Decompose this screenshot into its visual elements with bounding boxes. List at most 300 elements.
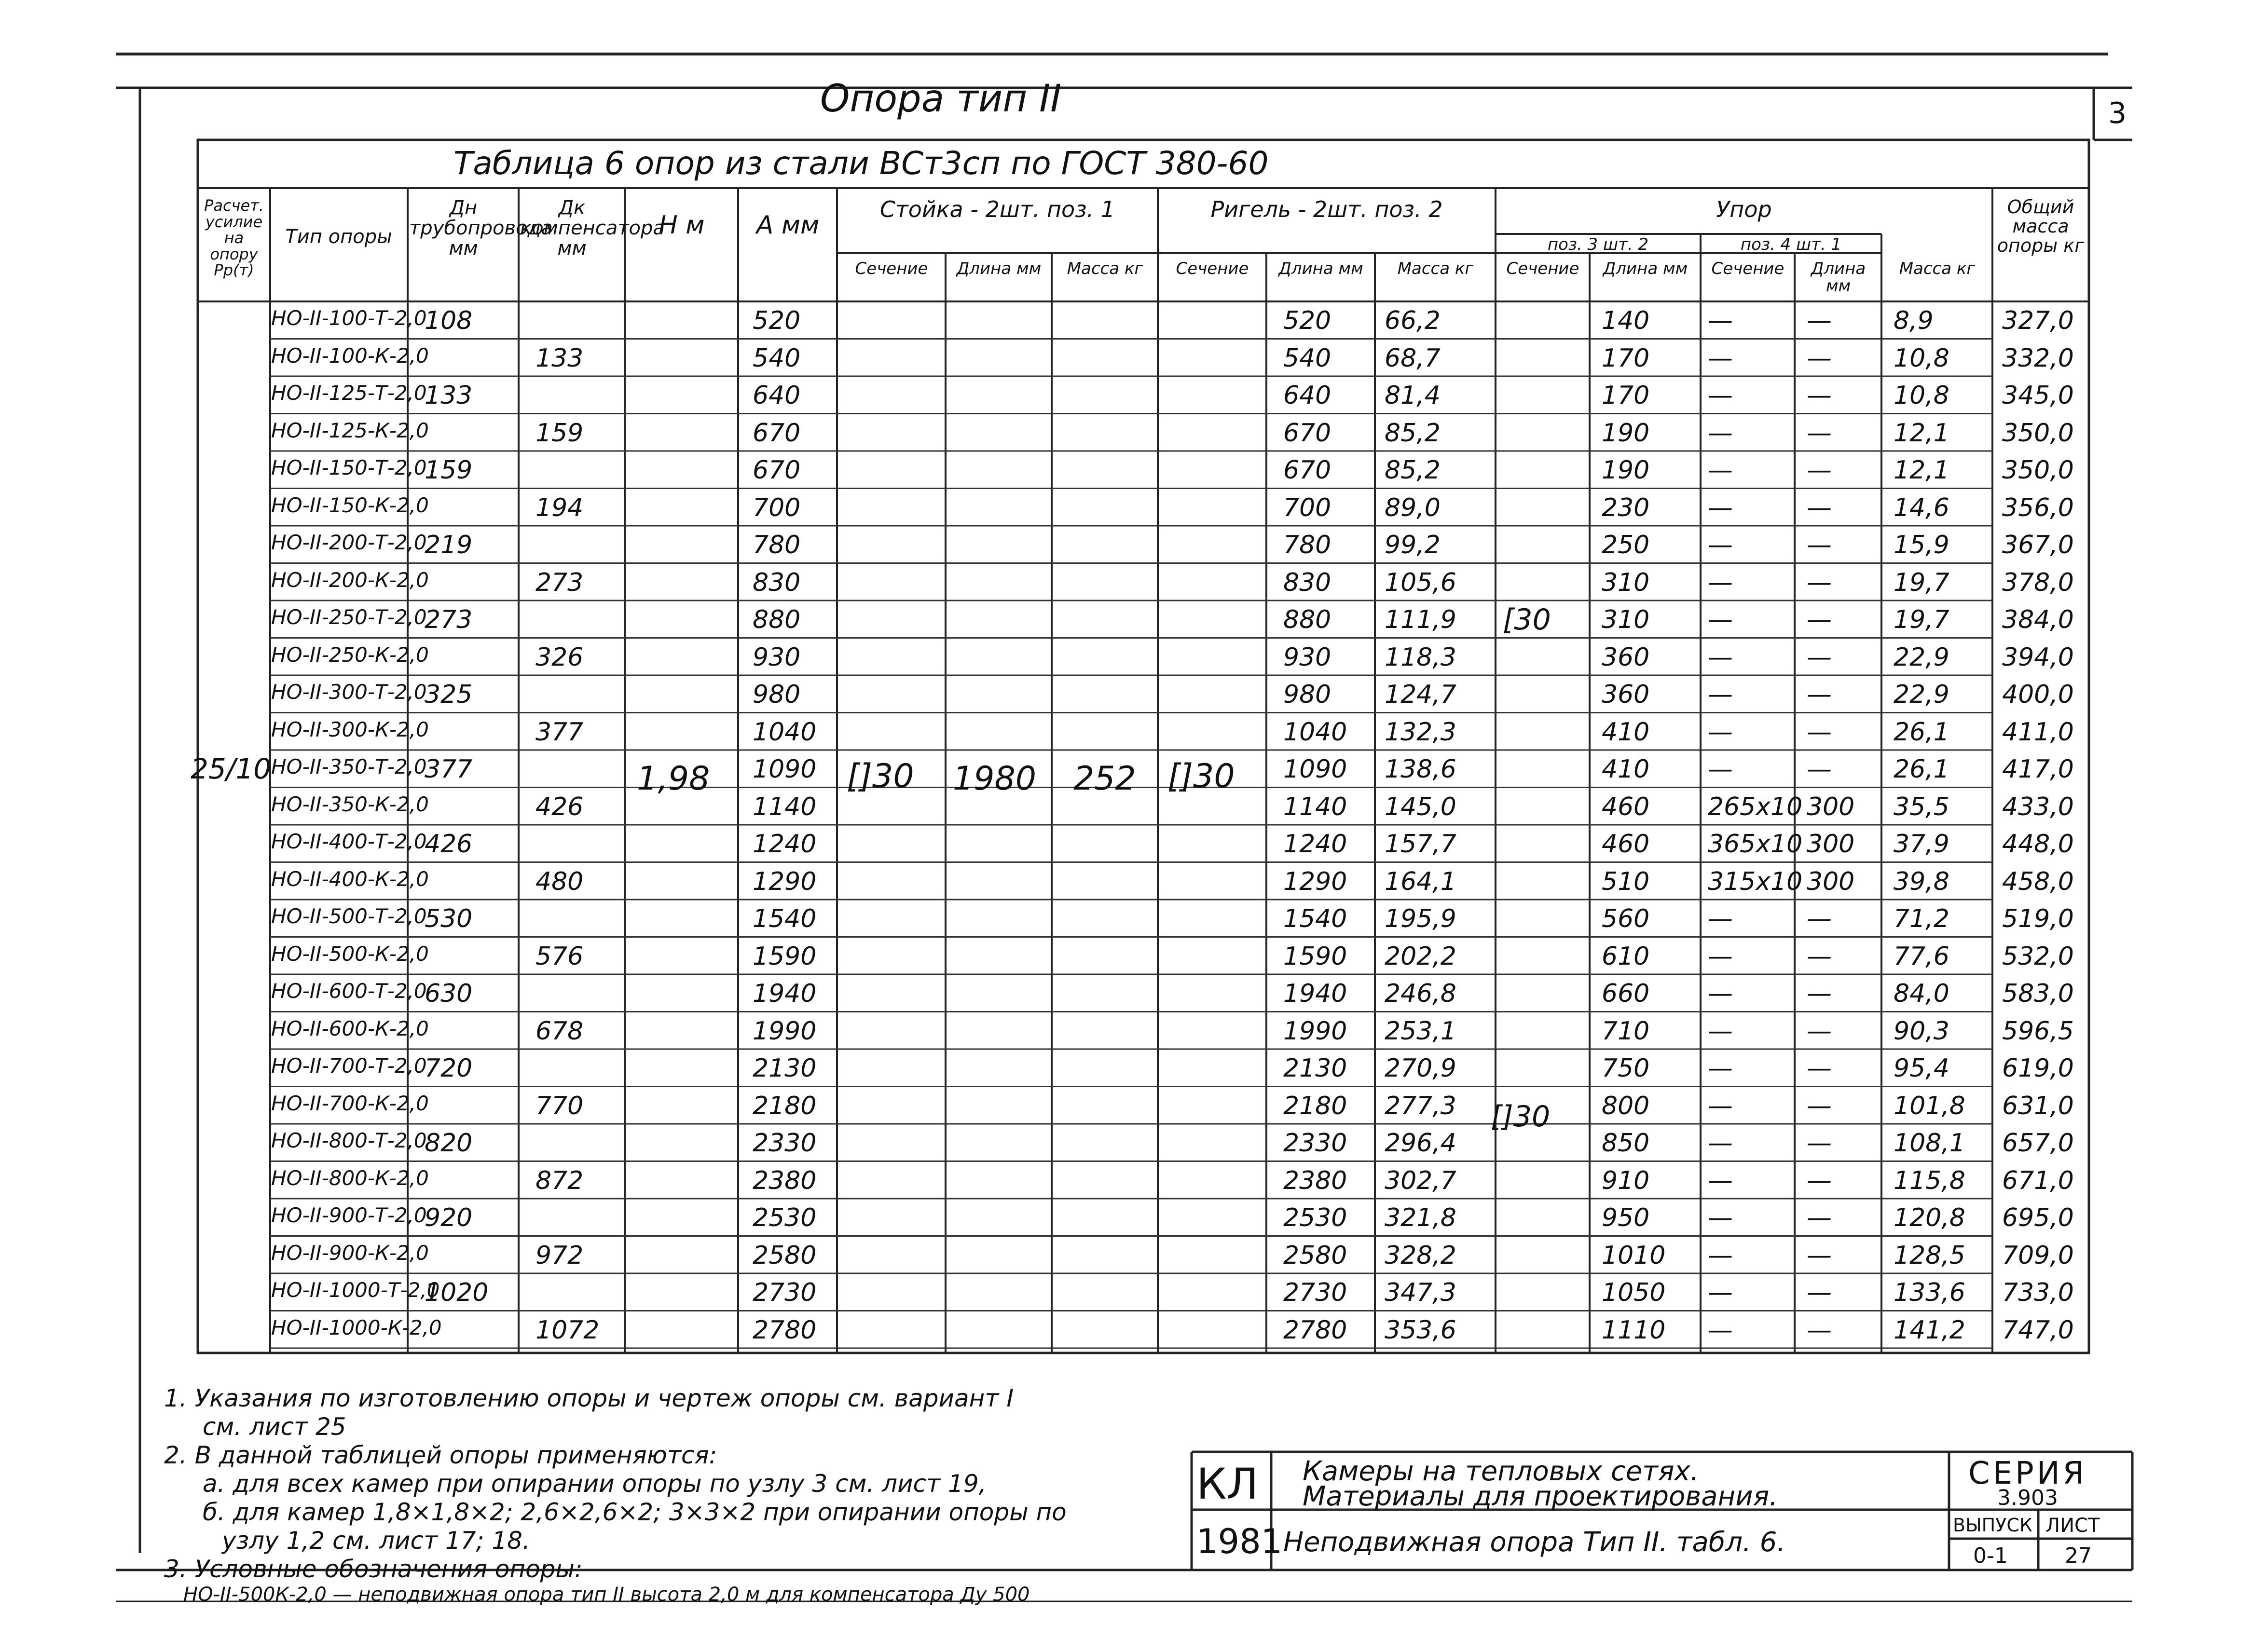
cell-a: 1090 — [753, 755, 817, 784]
cell-total-mass: 657,0 — [2002, 1129, 2074, 1158]
cell-dn: 426 — [425, 830, 473, 859]
cell-upor-mass: 12,1 — [1894, 418, 1949, 448]
cell-upor4-section: — — [1708, 1054, 1733, 1083]
cell-upor-mass: 14,6 — [1894, 493, 1949, 522]
cell-upor4-length: — — [1807, 343, 1832, 373]
cell-upor4-length: 300 — [1807, 792, 1855, 821]
cell-upor4-section: — — [1708, 531, 1733, 560]
cell-type: НО-II-300-К-2,0 — [271, 717, 429, 741]
cell-rigel-mass: 277,3 — [1385, 1091, 1456, 1120]
header-rigel-length: Длина мм — [1278, 259, 1363, 278]
cell-rigel-length: 2330 — [1283, 1129, 1347, 1158]
cell-rigel-length: 2380 — [1283, 1166, 1347, 1195]
cell-upor4-section: — — [1708, 493, 1733, 522]
header-type: Тип опоры — [285, 226, 392, 248]
cell-rigel-length: 670 — [1283, 456, 1331, 485]
cell-a: 2780 — [753, 1315, 817, 1345]
cell-upor3-length: 360 — [1602, 680, 1650, 709]
cell-upor-mass: 39,8 — [1894, 867, 1949, 896]
cell-total-mass: 733,0 — [2002, 1278, 2074, 1307]
cell-rigel-mass: 246,8 — [1385, 979, 1456, 1008]
cell-rigel-mass: 99,2 — [1385, 531, 1441, 560]
header-total-mass: Общий масса опоры кг — [1997, 196, 2085, 256]
cell-total-mass: 695,0 — [2002, 1203, 2074, 1232]
cell-upor4-length: — — [1807, 1315, 1832, 1345]
cell-type: НО-II-600-К-2,0 — [271, 1016, 429, 1040]
cell-upor3-length: 360 — [1602, 642, 1650, 672]
cell-upor-mass: 120,8 — [1894, 1203, 1965, 1232]
header-upor3-section: Сечение — [1506, 259, 1579, 278]
cell-type: НО-II-100-Т-2,0 — [271, 306, 427, 330]
header-stoika: Стойка - 2шт. поз. 1 — [879, 196, 1115, 222]
cell-total-mass: 671,0 — [2002, 1166, 2074, 1195]
cell-upor-mass: 115,8 — [1894, 1166, 1965, 1195]
force-value: 25/10 — [191, 752, 272, 785]
cell-rigel-mass: 157,7 — [1385, 830, 1456, 859]
cell-type: НО-II-500-Т-2,0 — [271, 904, 427, 928]
header-stoika-mass: Масса кг — [1067, 259, 1143, 278]
header-force: Расчет. усилие на опору Рр(т) — [204, 196, 264, 280]
cell-total-mass: 332,0 — [2002, 343, 2074, 373]
cell-rigel-length: 670 — [1283, 418, 1331, 448]
cell-upor4-section: 265х10 — [1708, 792, 1803, 821]
cell-upor3-length: 410 — [1602, 755, 1650, 784]
header-upor3-length: Длина мм — [1603, 259, 1688, 278]
cell-total-mass: 583,0 — [2002, 979, 2074, 1008]
cell-rigel-mass: 89,0 — [1385, 493, 1441, 522]
cell-total-mass: 384,0 — [2002, 605, 2074, 634]
cell-rigel-mass: 302,7 — [1385, 1166, 1456, 1195]
cell-dn: 920 — [425, 1203, 473, 1232]
header-rigel: Ригель - 2шт. поз. 2 — [1210, 196, 1443, 222]
upor-section-top-value: [30 — [1503, 603, 1551, 637]
cell-a: 520 — [753, 306, 801, 335]
cell-rigel-mass: 270,9 — [1385, 1054, 1456, 1083]
cell-upor3-length: 750 — [1602, 1054, 1650, 1083]
cell-upor4-length: — — [1807, 717, 1832, 747]
cell-a: 2380 — [753, 1166, 817, 1195]
cell-a: 830 — [753, 568, 801, 597]
cell-upor4-length: — — [1807, 979, 1832, 1008]
cell-type: НО-II-1000-К-2,0 — [271, 1315, 442, 1339]
cell-total-mass: 747,0 — [2002, 1315, 2074, 1345]
cell-dn: 133 — [425, 381, 473, 410]
cell-total-mass: 619,0 — [2002, 1054, 2074, 1083]
cell-a: 2530 — [753, 1203, 817, 1232]
cell-rigel-mass: 138,6 — [1385, 755, 1456, 784]
cell-upor-mass: 12,1 — [1894, 456, 1949, 485]
cell-rigel-mass: 321,8 — [1385, 1203, 1456, 1232]
cell-a: 780 — [753, 531, 801, 560]
cell-upor-mass: 37,9 — [1894, 830, 1949, 859]
cell-type: НО-II-600-Т-2,0 — [271, 979, 427, 1003]
cell-upor3-length: 310 — [1602, 568, 1650, 597]
cell-upor4-length: — — [1807, 1166, 1832, 1195]
cell-a: 670 — [753, 418, 801, 448]
cell-dk: 133 — [535, 343, 584, 373]
header-a: А мм — [756, 211, 820, 240]
cell-dk: 159 — [535, 418, 584, 448]
cell-type: НО-II-250-Т-2,0 — [271, 605, 427, 629]
cell-a: 1240 — [753, 830, 817, 859]
cell-upor-mass: 128,5 — [1894, 1241, 1965, 1270]
header-upor-mass: Масса кг — [1899, 259, 1976, 278]
cell-total-mass: 448,0 — [2002, 830, 2074, 859]
header-dk: Дк компенсатора мм — [520, 197, 665, 259]
cell-a: 2330 — [753, 1129, 817, 1158]
cell-total-mass: 709,0 — [2002, 1241, 2074, 1270]
cell-upor4-section: — — [1708, 418, 1733, 448]
cell-dn: 530 — [425, 904, 473, 933]
cell-rigel-mass: 296,4 — [1385, 1129, 1456, 1158]
rigel-section-value: []30 — [1167, 757, 1235, 795]
cell-dn: 720 — [425, 1054, 473, 1083]
cell-upor3-length: 460 — [1602, 792, 1650, 821]
cell-rigel-mass: 202,2 — [1385, 942, 1456, 971]
cell-upor3-length: 310 — [1602, 605, 1650, 634]
stamp-org: КЛ — [1196, 1459, 1259, 1509]
cell-total-mass: 378,0 — [2002, 568, 2074, 597]
cell-type: НО-II-125-Т-2,0 — [271, 381, 427, 405]
cell-dn: 273 — [425, 605, 473, 634]
cell-a: 1040 — [753, 717, 817, 747]
cell-rigel-length: 2580 — [1283, 1241, 1347, 1270]
cell-rigel-mass: 85,2 — [1385, 418, 1441, 448]
cell-total-mass: 400,0 — [2002, 680, 2074, 709]
table-title: Таблица 6 опор из стали ВСт3сп по ГОСТ 380-60 — [453, 145, 1269, 182]
cell-dk: 326 — [535, 642, 584, 672]
cell-upor4-section: — — [1708, 642, 1733, 672]
cell-a: 2580 — [753, 1241, 817, 1270]
cell-upor-mass: 95,4 — [1894, 1054, 1949, 1083]
cell-upor4-section: — — [1708, 680, 1733, 709]
cell-upor4-length: — — [1807, 1129, 1832, 1158]
stamp-desc-line2: Материалы для проектирования. — [1303, 1481, 1778, 1512]
note-line: а. для всех камер при опирании опоры по узлу 3 см. лист 19, — [203, 1470, 987, 1498]
cell-upor3-length: 190 — [1602, 456, 1650, 485]
cell-upor3-length: 250 — [1602, 531, 1650, 560]
cell-upor4-section: 315х10 — [1708, 867, 1803, 896]
cell-total-mass: 350,0 — [2002, 456, 2074, 485]
cell-upor4-length: — — [1807, 568, 1832, 597]
cell-a: 1590 — [753, 942, 817, 971]
stamp-list-label: ЛИСТ — [2045, 1515, 2100, 1537]
cell-dk: 480 — [535, 867, 584, 896]
note-line: 1. Указания по изготовлению опоры и чертеж опоры см. вариант I — [164, 1384, 1014, 1412]
cell-rigel-mass: 85,2 — [1385, 456, 1441, 485]
cell-a: 1940 — [753, 979, 817, 1008]
cell-upor3-length: 170 — [1602, 343, 1650, 373]
cell-dk: 1072 — [535, 1315, 600, 1345]
cell-upor3-length: 460 — [1602, 830, 1650, 859]
cell-rigel-mass: 118,3 — [1385, 642, 1456, 672]
cell-total-mass: 458,0 — [2002, 867, 2074, 896]
cell-rigel-length: 540 — [1283, 343, 1331, 373]
cell-rigel-length: 1990 — [1283, 1016, 1347, 1046]
cell-upor-mass: 26,1 — [1894, 755, 1949, 784]
cell-rigel-mass: 164,1 — [1385, 867, 1456, 896]
cell-type: НО-II-100-К-2,0 — [271, 343, 429, 368]
cell-type: НО-II-1000-Т-2,0 — [271, 1278, 440, 1302]
cell-upor3-length: 410 — [1602, 717, 1650, 747]
header-upor-pos4: поз. 4 шт. 1 — [1740, 235, 1842, 254]
cell-upor-mass: 15,9 — [1894, 531, 1949, 560]
cell-upor-mass: 77,6 — [1894, 942, 1949, 971]
cell-upor4-length: — — [1807, 531, 1832, 560]
sheet-number: 3 — [2108, 96, 2127, 130]
cell-type: НО-II-800-К-2,0 — [271, 1166, 429, 1190]
cell-dn: 377 — [425, 755, 473, 784]
note-line: см. лист 25 — [203, 1413, 346, 1441]
cell-total-mass: 519,0 — [2002, 904, 2074, 933]
cell-rigel-length: 780 — [1283, 531, 1331, 560]
cell-rigel-length: 1140 — [1283, 792, 1347, 821]
cell-upor4-section: — — [1708, 1203, 1733, 1232]
cell-upor-mass: 26,1 — [1894, 717, 1949, 747]
cell-upor-mass: 10,8 — [1894, 381, 1949, 410]
cell-a: 2130 — [753, 1054, 817, 1083]
cell-upor4-length: — — [1807, 306, 1832, 335]
cell-rigel-length: 1940 — [1283, 979, 1347, 1008]
header-dn: Дн трубопровода мм — [409, 197, 553, 259]
cell-upor3-length: 560 — [1602, 904, 1650, 933]
cell-type: НО-II-350-К-2,0 — [271, 792, 429, 816]
header-h: H м — [659, 211, 705, 240]
cell-upor3-length: 140 — [1602, 306, 1650, 335]
cell-type: НО-II-500-К-2,0 — [271, 942, 429, 966]
cell-upor4-section: 365х10 — [1708, 830, 1803, 859]
cell-upor-mass: 141,2 — [1894, 1315, 1965, 1345]
cell-upor4-length: — — [1807, 1016, 1832, 1046]
cell-a: 640 — [753, 381, 801, 410]
cell-a: 700 — [753, 493, 801, 522]
header-upor4-section: Сечение — [1711, 259, 1784, 278]
cell-rigel-length: 830 — [1283, 568, 1331, 597]
cell-type: НО-II-350-Т-2,0 — [271, 755, 427, 778]
cell-rigel-length: 640 — [1283, 381, 1331, 410]
cell-upor4-length: — — [1807, 942, 1832, 971]
header-stoika-section: Сечение — [855, 259, 928, 278]
cell-rigel-length: 2730 — [1283, 1278, 1347, 1307]
cell-upor4-length: — — [1807, 493, 1832, 522]
cell-type: НО-II-200-К-2,0 — [271, 568, 429, 592]
cell-upor4-length: — — [1807, 1278, 1832, 1307]
cell-upor3-length: 910 — [1602, 1166, 1650, 1195]
cell-rigel-length: 2130 — [1283, 1054, 1347, 1083]
cell-upor3-length: 710 — [1602, 1016, 1650, 1046]
cell-upor-mass: 90,3 — [1894, 1016, 1949, 1046]
cell-a: 540 — [753, 343, 801, 373]
stamp-seria-label: СЕРИЯ — [1968, 1456, 2087, 1491]
cell-upor4-section: — — [1708, 1278, 1733, 1307]
cell-type: НО-II-300-Т-2,0 — [271, 680, 427, 704]
cell-upor4-section: — — [1708, 717, 1733, 747]
cell-upor3-length: 190 — [1602, 418, 1650, 448]
cell-dk: 872 — [535, 1166, 584, 1195]
cell-type: НО-II-400-Т-2,0 — [271, 830, 427, 853]
cell-type: НО-II-200-Т-2,0 — [271, 531, 427, 554]
cell-dk: 194 — [535, 493, 584, 522]
cell-dn: 1020 — [425, 1278, 489, 1307]
cell-upor4-length: — — [1807, 1203, 1832, 1232]
cell-upor-mass: 22,9 — [1894, 680, 1949, 709]
header-stoika-length: Длина мм — [956, 259, 1042, 278]
cell-upor-mass: 22,9 — [1894, 642, 1949, 672]
cell-upor-mass: 101,8 — [1894, 1091, 1965, 1120]
cell-rigel-length: 2530 — [1283, 1203, 1347, 1232]
cell-upor4-section: — — [1708, 979, 1733, 1008]
cell-upor4-section: — — [1708, 1129, 1733, 1158]
cell-total-mass: 411,0 — [2002, 717, 2074, 747]
stamp-desc-line3: Неподвижная опора Тип II. табл. 6. — [1283, 1527, 1786, 1558]
cell-upor4-length: — — [1807, 418, 1832, 448]
cell-a: 1540 — [753, 904, 817, 933]
cell-upor3-length: 510 — [1602, 867, 1650, 896]
cell-upor4-section: — — [1708, 306, 1733, 335]
header-upor4-length: Длина мм — [1811, 259, 1866, 296]
cell-upor4-length: — — [1807, 1054, 1832, 1083]
cell-dk: 972 — [535, 1241, 584, 1270]
cell-upor4-section: — — [1708, 456, 1733, 485]
stoika-section-value: []30 — [847, 757, 914, 795]
cell-a: 880 — [753, 605, 801, 634]
cell-rigel-mass: 347,3 — [1385, 1278, 1456, 1307]
cell-rigel-length: 930 — [1283, 642, 1331, 672]
note-line: 3. Условные обозначения опоры: — [164, 1555, 583, 1583]
cell-total-mass: 417,0 — [2002, 755, 2074, 784]
stoika-length-value: 1980 — [953, 760, 1037, 798]
cell-dn: 820 — [425, 1129, 473, 1158]
cell-rigel-mass: 195,9 — [1385, 904, 1456, 933]
cell-upor3-length: 230 — [1602, 493, 1650, 522]
cell-rigel-mass: 66,2 — [1385, 306, 1441, 335]
cell-rigel-mass: 81,4 — [1385, 381, 1441, 410]
cell-rigel-mass: 105,6 — [1385, 568, 1456, 597]
cell-a: 1290 — [753, 867, 817, 896]
note-line: 2. В данной таблицей опоры применяются: — [164, 1441, 717, 1469]
cell-upor4-length: — — [1807, 680, 1832, 709]
cell-a: 1140 — [753, 792, 817, 821]
cell-upor-mass: 133,6 — [1894, 1278, 1965, 1307]
cell-total-mass: 350,0 — [2002, 418, 2074, 448]
height-value: 1,98 — [637, 760, 710, 798]
cell-dk: 426 — [535, 792, 584, 821]
cell-upor4-section: — — [1708, 1315, 1733, 1345]
cell-upor4-length: 300 — [1807, 830, 1855, 859]
cell-total-mass: 356,0 — [2002, 493, 2074, 522]
cell-dn: 159 — [425, 456, 473, 485]
stamp-list-value: 27 — [2065, 1543, 2092, 1568]
cell-rigel-length: 1290 — [1283, 867, 1347, 896]
cell-type: НО-II-150-К-2,0 — [271, 493, 429, 517]
cell-a: 1990 — [753, 1016, 817, 1046]
cell-dn: 325 — [425, 680, 473, 709]
cell-upor4-length: — — [1807, 605, 1832, 634]
cell-upor4-section: — — [1708, 904, 1733, 933]
cell-upor-mass: 108,1 — [1894, 1129, 1965, 1158]
cell-type: НО-II-700-Т-2,0 — [271, 1054, 427, 1078]
upor-section-bottom-value: []30 — [1491, 1100, 1551, 1133]
cell-upor4-section: — — [1708, 343, 1733, 373]
cell-rigel-length: 2180 — [1283, 1091, 1347, 1120]
cell-dn: 630 — [425, 979, 473, 1008]
cell-rigel-mass: 124,7 — [1385, 680, 1456, 709]
cell-upor4-length: — — [1807, 642, 1832, 672]
header-upor-pos3: поз. 3 шт. 2 — [1547, 235, 1649, 254]
cell-upor3-length: 1010 — [1602, 1241, 1666, 1270]
cell-upor-mass: 71,2 — [1894, 904, 1949, 933]
cell-upor4-section: — — [1708, 605, 1733, 634]
cell-upor4-length: — — [1807, 1241, 1832, 1270]
stamp-seria-value: 3.903 — [1997, 1486, 2058, 1510]
cell-rigel-length: 520 — [1283, 306, 1331, 335]
cell-upor3-length: 950 — [1602, 1203, 1650, 1232]
cell-total-mass: 327,0 — [2002, 306, 2074, 335]
cell-upor-mass: 19,7 — [1894, 568, 1949, 597]
cell-upor3-length: 800 — [1602, 1091, 1650, 1120]
cell-upor-mass: 10,8 — [1894, 343, 1949, 373]
cell-type: НО-II-400-К-2,0 — [271, 867, 429, 891]
cell-upor4-length: — — [1807, 904, 1832, 933]
cell-dk: 678 — [535, 1016, 584, 1046]
cell-type: НО-II-250-К-2,0 — [271, 642, 429, 667]
cell-upor3-length: 1050 — [1602, 1278, 1666, 1307]
cell-dn: 219 — [425, 531, 473, 560]
cell-dk: 576 — [535, 942, 584, 971]
note-line: б. для камер 1,8×1,8×2; 2,6×2,6×2; 3×3×2 при опирании опоры по — [203, 1498, 1067, 1526]
cell-type: НО-II-900-Т-2,0 — [271, 1203, 427, 1227]
cell-a: 670 — [753, 456, 801, 485]
cell-upor4-section: — — [1708, 1241, 1733, 1270]
cell-upor4-section: — — [1708, 1016, 1733, 1046]
drawing-title: Опора тип II — [820, 77, 1062, 121]
cell-rigel-length: 1540 — [1283, 904, 1347, 933]
cell-rigel-mass: 68,7 — [1385, 343, 1441, 373]
note-line: НО-II-500К-2,0 — неподвижная опора тип II высота 2,0 м для компенсатора Ду 500 — [183, 1584, 1030, 1606]
cell-rigel-length: 980 — [1283, 680, 1331, 709]
cell-total-mass: 433,0 — [2002, 792, 2074, 821]
cell-rigel-length: 700 — [1283, 493, 1331, 522]
header-rigel-section: Сечение — [1176, 259, 1249, 278]
cell-total-mass: 596,5 — [2002, 1016, 2074, 1046]
cell-upor3-length: 170 — [1602, 381, 1650, 410]
cell-type: НО-II-700-К-2,0 — [271, 1091, 429, 1115]
cell-upor4-length: 300 — [1807, 867, 1855, 896]
cell-upor3-length: 1110 — [1602, 1315, 1666, 1345]
cell-type: НО-II-125-К-2,0 — [271, 418, 429, 442]
cell-type: НО-II-900-К-2,0 — [271, 1241, 429, 1265]
cell-type: НО-II-800-Т-2,0 — [271, 1129, 427, 1152]
cell-rigel-mass: 253,1 — [1385, 1016, 1456, 1046]
cell-upor4-section: — — [1708, 1091, 1733, 1120]
cell-rigel-mass: 132,3 — [1385, 717, 1456, 747]
cell-rigel-length: 880 — [1283, 605, 1331, 634]
cell-upor4-section: — — [1708, 568, 1733, 597]
cell-total-mass: 532,0 — [2002, 942, 2074, 971]
cell-dn: 108 — [425, 306, 473, 335]
cell-upor4-length: — — [1807, 456, 1832, 485]
cell-upor4-section: — — [1708, 381, 1733, 410]
cell-total-mass: 367,0 — [2002, 531, 2074, 560]
cell-upor-mass: 19,7 — [1894, 605, 1949, 634]
cell-upor4-length: — — [1807, 755, 1832, 784]
stamp-vypusk-value: 0-1 — [1973, 1543, 2008, 1568]
note-line: узлу 1,2 см. лист 17; 18. — [222, 1527, 530, 1555]
cell-total-mass: 631,0 — [2002, 1091, 2074, 1120]
cell-upor-mass: 8,9 — [1894, 306, 1934, 335]
cell-total-mass: 345,0 — [2002, 381, 2074, 410]
cell-dk: 273 — [535, 568, 584, 597]
